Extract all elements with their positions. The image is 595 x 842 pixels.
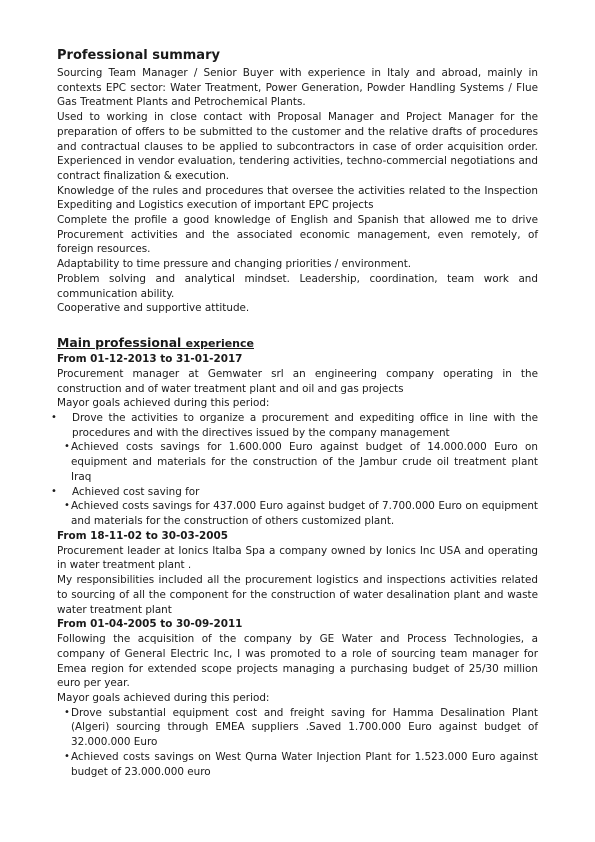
summary-paragraph: Cooperative and supportive attitude.	[57, 302, 250, 315]
bullet-icon: •	[64, 750, 70, 762]
goal-text: Drove the activities to organize a procurement and expediting office in line with the procedures and with the directives issued by the company management	[72, 412, 538, 439]
main-experience-heading-small: experience	[185, 336, 254, 350]
goals-list	[51, 485, 538, 500]
job-dates: From 18-11-02 to 30-03-2005	[57, 529, 228, 542]
summary-paragraph: Sourcing Team Manager / Senior Buyer with experience in Italy and abroad, mainly in contexts EPC sector: Water Treatment, Power Generation, Powder Handling Systems / Flue Gas Treatment Plants and Petrochemical Plants.	[57, 67, 538, 109]
bullet-icon: •	[64, 706, 70, 718]
bullet-icon: •	[64, 441, 70, 453]
goals-intro: Mayor goals achieved during this period:	[57, 397, 270, 410]
goals-list	[51, 411, 538, 440]
job-dates: From 01-12-2013 to 31-01-2017	[57, 352, 243, 365]
bullet-icon: •	[64, 500, 70, 512]
main-experience-heading-main: Main professional	[57, 334, 186, 350]
bullet-icon: •	[51, 485, 57, 497]
achievements-list	[57, 499, 538, 528]
job-description: Procurement manager at Gemwater srl an engineering company operating in the construction and of water treatment plant and oil and gas projects	[57, 367, 538, 395]
resume-page	[51, 47, 538, 779]
summary-paragraph: Problem solving and analytical mindset. Leadership, coordination, team work and communication ability.	[57, 272, 538, 300]
job-description: Following the acquisition of the company by GE Water and Process Technologies, a company of General Electric Inc, I was promoted to a role of sourcing team manager for Emea region for extended scope projects managing a purchasing budget of 25/30 million euro per year.	[57, 633, 538, 690]
professional-summary-heading: Professional summary	[57, 48, 220, 63]
achievements-list	[57, 440, 538, 484]
main-experience-heading	[57, 334, 538, 352]
section-spacer	[57, 316, 538, 334]
achievement-item	[64, 706, 538, 750]
goal-text: Achieved cost saving for	[72, 485, 200, 498]
bullet-icon: •	[51, 412, 57, 424]
summary-paragraph: Used to working in close contact with Proposal Manager and Project Manager for the preparation of offers to be submitted to the customer and the relative drafts of procedures and contractual clauses to be applied to subcontractors in case of order acquisition order. Experienced in vendor evaluation, tendering activities, techno-commercial negotiations and contract finalization & execution.	[57, 111, 538, 182]
summary-paragraph: Knowledge of the rules and procedures that oversee the activities related to the Inspection Expediting and Logistics execution of important EPC projects	[57, 184, 538, 212]
job-description: Procurement leader at Ionics Italba Spa a company owned by Ionics Inc USA and operating in water treatment plant .	[57, 544, 538, 572]
job-dates: From 01-04-2005 to 30-09-2011	[57, 618, 243, 631]
achievement-item	[64, 750, 538, 779]
goal-item	[51, 485, 538, 500]
achievement-item	[64, 499, 538, 528]
goals-intro: Mayor goals achieved during this period:	[57, 692, 270, 705]
achievement-text: Drove substantial equipment cost and freight saving for Hamma Desalination Plant (Algeri) sourcing through EMEA suppliers .Saved 1.700.000 Euro against budget of 32.000.000 Euro	[71, 706, 538, 749]
goal-item	[51, 411, 538, 440]
achievement-text: Achieved costs savings on West Qurna Water Injection Plant for 1.523.000 Euro against budget of 23.000.000 euro	[71, 750, 538, 778]
summary-paragraph: Complete the profile a good knowledge of English and Spanish that allowed me to drive Procurement activities and the associated economic management, even remotely, of foreign resources.	[57, 214, 538, 256]
achievement-text: Achieved costs savings for 437.000 Euro against budget of 7.700.000 Euro on equipment and materials for the construction of others customized plant.	[71, 500, 538, 527]
summary-paragraph: Adaptability to time pressure and changing priorities / environment.	[57, 258, 412, 271]
achievement-text: Achieved costs savings for 1.600.000 Euro against budget of 14.000.000 Euro on equipment and materials for the construction of the Jambur crude oil treatment plant Iraq	[71, 441, 538, 483]
achievements-list	[57, 706, 538, 780]
achievement-item	[64, 440, 538, 484]
job-responsibilities: My responsibilities included all the procurement logistics and inspections activities related to sourcing of all the component for the construction of water desalination plant and waste water treatment plant	[57, 574, 538, 616]
